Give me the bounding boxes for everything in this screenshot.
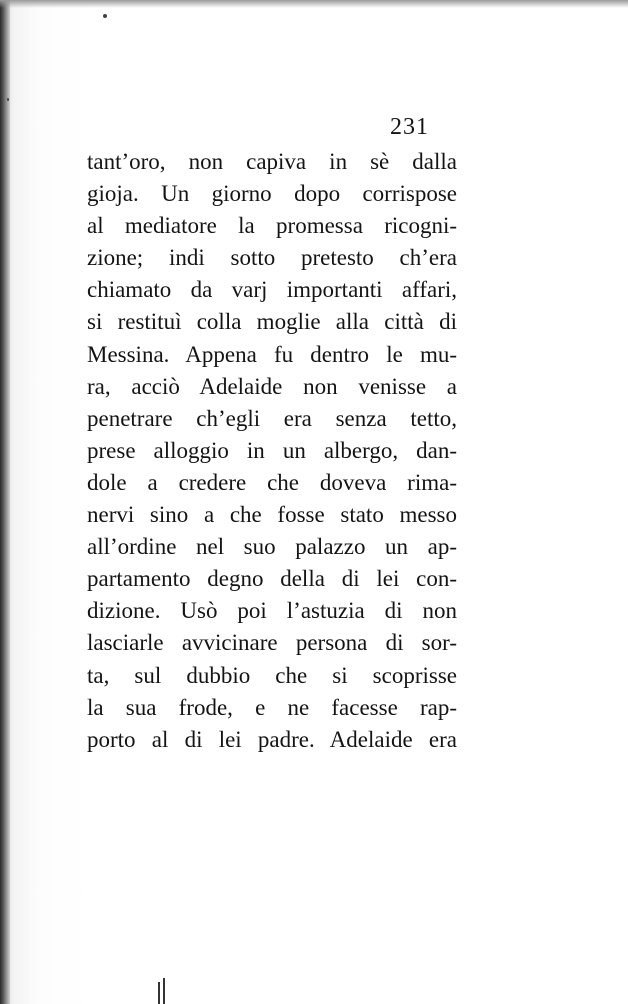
text-line: ra, acciò Adelaide non venisse a (87, 373, 457, 399)
text-line: ta, sul dubbio che si scoprisse (87, 662, 457, 688)
ink-speck (7, 98, 9, 101)
ink-speck (103, 14, 107, 18)
text-line: zione; indi sotto pretesto ch’era (87, 245, 457, 271)
page-top-shadow (0, 0, 628, 8)
text-line: gioja. Un giorno dopo corrispose (87, 181, 457, 207)
text-line: tant’oro, non capiva in sè dalla (87, 149, 457, 174)
text-line: la sua frode, e ne facesse rap- (87, 694, 457, 720)
text-line: prese alloggio in un albergo, dan- (87, 437, 457, 463)
text-line: chiamato da varj importanti affari, (87, 277, 457, 303)
text-line: partamento degno della di lei con- (87, 566, 457, 592)
page-number: 231 (390, 114, 429, 140)
text-line: porto al di lei padre. Adelaide era (87, 726, 457, 752)
text-line: lasciarle avvicinare persona di sor- (87, 630, 457, 656)
text-line: al mediatore la promessa ricogni- (87, 213, 457, 239)
body-text (87, 146, 457, 756)
text-line: Messina. Appena fu dentro le mu- (87, 341, 457, 367)
text-line: all’ordine nel suo palazzo un ap- (87, 534, 457, 560)
text-line: dole a credere che doveva rima- (87, 469, 457, 495)
text-line: nervi sino a che fosse stato messo (87, 502, 457, 528)
text-line: dizione. Usò poi l’astuzia di non (87, 598, 457, 624)
text-line: penetrare ch’egli era senza tetto, (87, 405, 457, 431)
text-line: si restituì colla moglie alla città di (87, 309, 457, 335)
binding-edge (0, 0, 10, 1004)
bleed-through-mark (158, 978, 168, 1004)
